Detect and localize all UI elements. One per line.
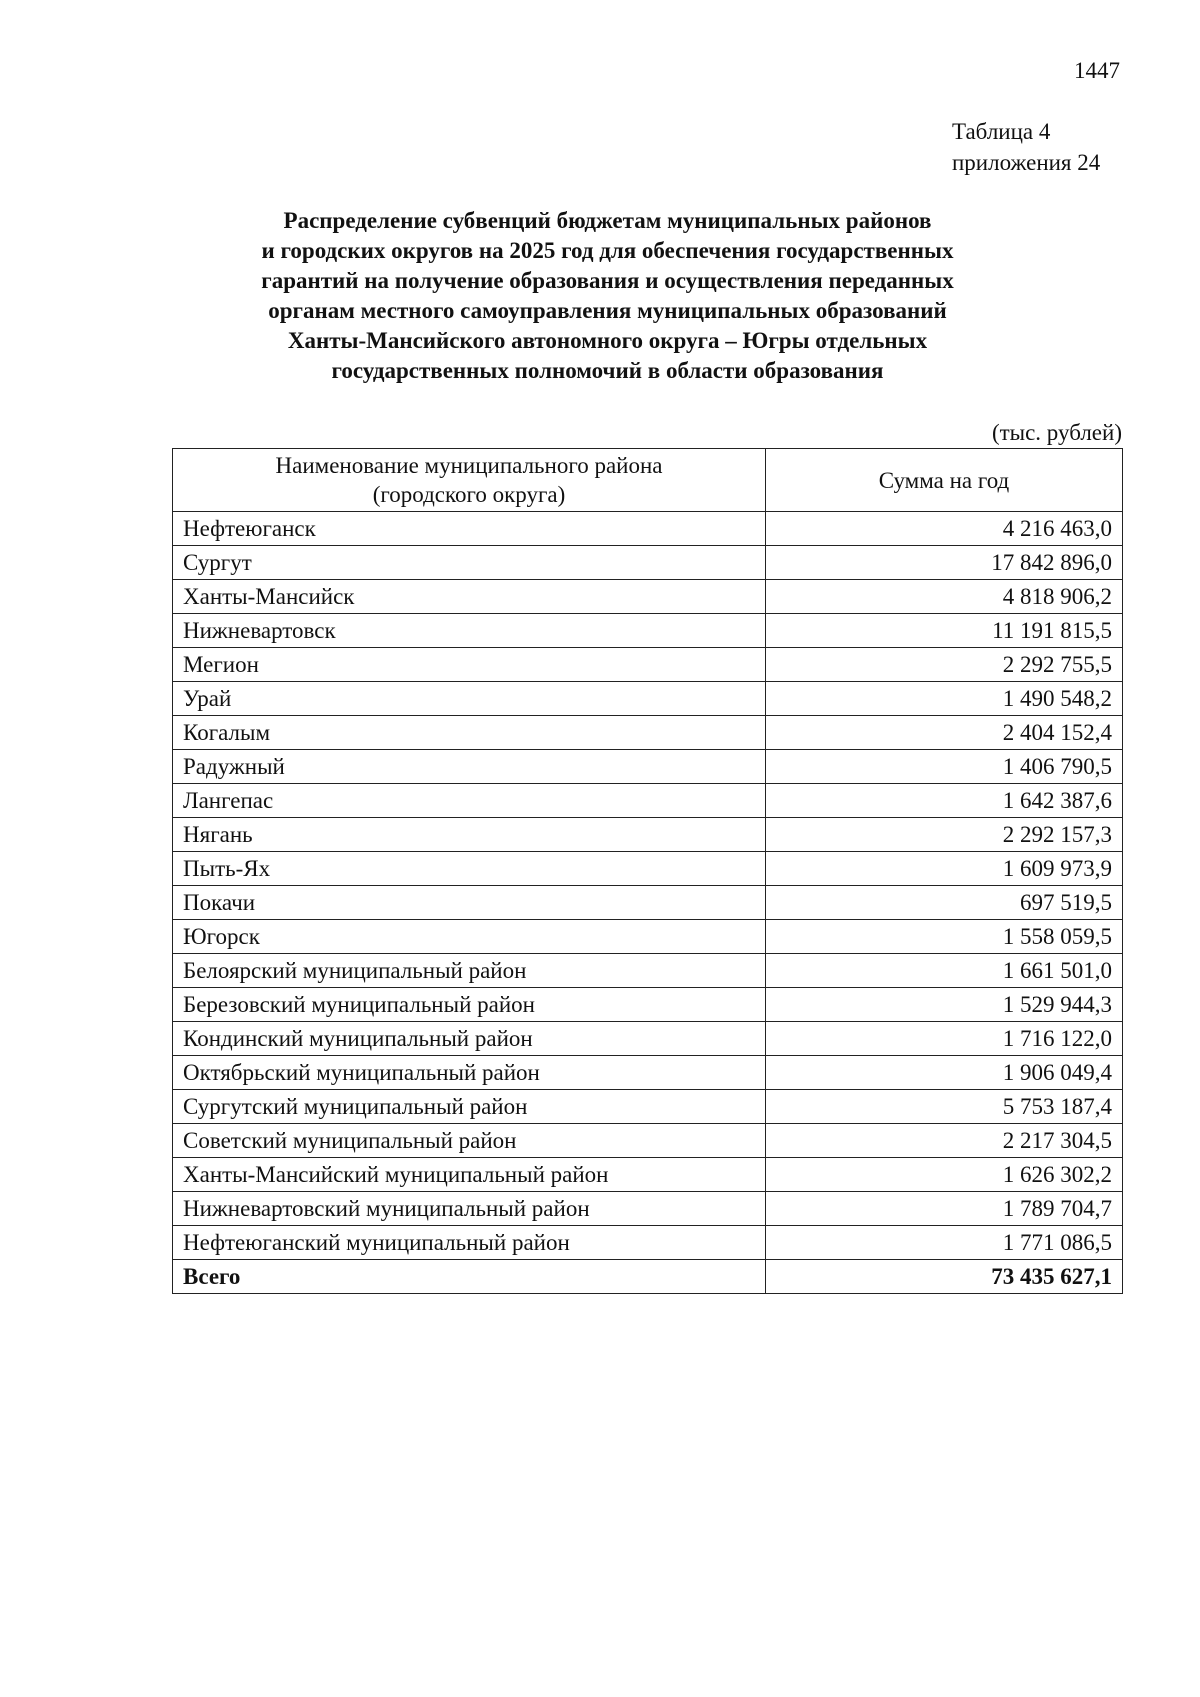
municipality-name: Белоярский муниципальный район [173,954,766,988]
header-name-cell [173,449,766,512]
annual-amount: 1 609 973,9 [766,852,1123,886]
municipality-name: Урай [173,682,766,716]
table-row [173,954,1123,988]
annual-amount: 5 753 187,4 [766,1090,1123,1124]
municipality-name: Югорск [173,920,766,954]
title-line: и городских округов на 2025 год для обеспечения государственных [261,238,954,263]
annual-amount: 2 217 304,5 [766,1124,1123,1158]
total-row [173,1260,1123,1294]
municipality-name: Покачи [173,886,766,920]
municipality-name: Мегион [173,648,766,682]
table-row [173,682,1123,716]
annual-amount: 1 406 790,5 [766,750,1123,784]
annual-amount: 1 771 086,5 [766,1226,1123,1260]
title-line: государственных полномочий в области образования [331,358,884,383]
table-row [173,580,1123,614]
table-row [173,750,1123,784]
total-amount: 73 435 627,1 [766,1260,1123,1294]
title-line: органам местного самоуправления муниципальных образований [268,298,947,323]
table-row [173,1090,1123,1124]
municipality-name: Нягань [173,818,766,852]
municipality-name: Березовский муниципальный район [173,988,766,1022]
table-row [173,1192,1123,1226]
title-line: гарантий на получение образования и осуществления переданных [261,268,954,293]
municipality-name: Ханты-Мансийский муниципальный район [173,1158,766,1192]
total-label: Всего [173,1260,766,1294]
annual-amount: 4 216 463,0 [766,512,1123,546]
municipality-name: Нефтеюганск [173,512,766,546]
table-reference-line-1: Таблица 4 [952,119,1051,144]
table-header-row [173,449,1123,512]
table-row [173,614,1123,648]
table-reference-line-2: приложения 24 [952,150,1101,175]
municipality-name: Кондинский муниципальный район [173,1022,766,1056]
annual-amount: 1 661 501,0 [766,954,1123,988]
annual-amount: 697 519,5 [766,886,1123,920]
title-line: Ханты-Мансийского автономного округа – Югры отдельных [287,328,928,353]
subvention-table [172,448,1123,1294]
table-reference [952,116,1100,178]
municipality-name: Нижневартовский муниципальный район [173,1192,766,1226]
table-row [173,852,1123,886]
annual-amount: 1 529 944,3 [766,988,1123,1022]
table-row [173,886,1123,920]
table-row [173,1158,1123,1192]
page-number: 1447 [1074,58,1120,83]
annual-amount: 17 842 896,0 [766,546,1123,580]
municipality-name: Советский муниципальный район [173,1124,766,1158]
municipality-name: Сургутский муниципальный район [173,1090,766,1124]
municipality-name: Нефтеюганский муниципальный район [173,1226,766,1260]
annual-amount: 2 292 755,5 [766,648,1123,682]
annual-amount: 1 558 059,5 [766,920,1123,954]
annual-amount: 4 818 906,2 [766,580,1123,614]
table-row [173,784,1123,818]
document-title [160,206,1055,386]
table-row [173,716,1123,750]
annual-amount: 11 191 815,5 [766,614,1123,648]
table-row [173,1022,1123,1056]
header-name-line-1: Наименование муниципального района [275,453,663,478]
municipality-name: Нижневартовск [173,614,766,648]
table-row [173,1124,1123,1158]
table-row [173,988,1123,1022]
municipality-name: Сургут [173,546,766,580]
annual-amount: 2 292 157,3 [766,818,1123,852]
header-amount-cell: Сумма на год [766,449,1123,512]
municipality-name: Ханты-Мансийск [173,580,766,614]
municipality-name: Когалым [173,716,766,750]
units-label: (тыс. рублей) [991,420,1122,445]
title-line: Распределение субвенций бюджетам муниципальных районов [283,208,932,233]
annual-amount: 1 716 122,0 [766,1022,1123,1056]
annual-amount: 1 789 704,7 [766,1192,1123,1226]
annual-amount: 1 642 387,6 [766,784,1123,818]
table-row [173,648,1123,682]
table-row [173,1226,1123,1260]
annual-amount: 2 404 152,4 [766,716,1123,750]
table-row [173,920,1123,954]
table-row [173,512,1123,546]
table-row [173,1056,1123,1090]
table-row [173,546,1123,580]
annual-amount: 1 626 302,2 [766,1158,1123,1192]
table-row [173,818,1123,852]
annual-amount: 1 906 049,4 [766,1056,1123,1090]
annual-amount: 1 490 548,2 [766,682,1123,716]
municipality-name: Пыть-Ях [173,852,766,886]
municipality-name: Радужный [173,750,766,784]
table-body [173,512,1123,1260]
municipality-name: Лангепас [173,784,766,818]
municipality-name: Октябрьский муниципальный район [173,1056,766,1090]
header-name-line-2: (городского округа) [372,482,566,507]
